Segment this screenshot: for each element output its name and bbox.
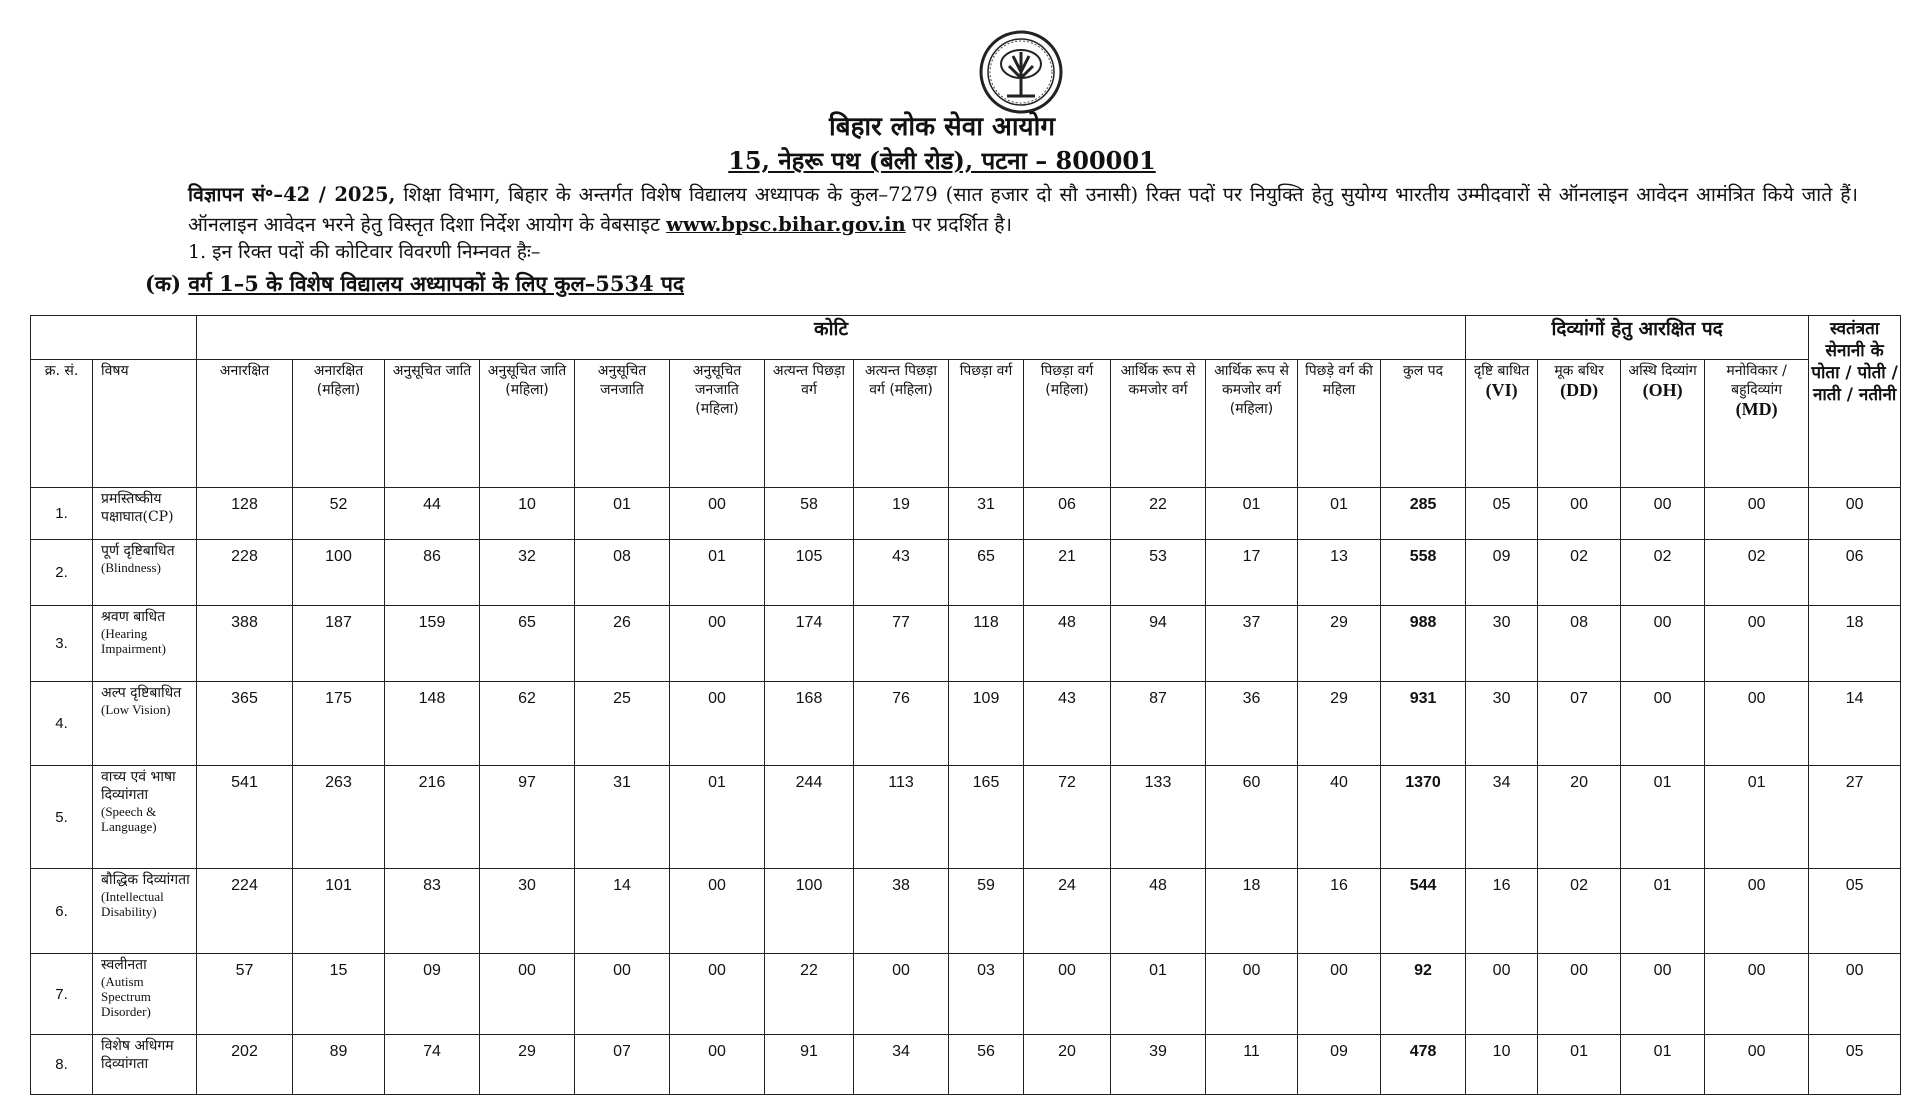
row-divyang-value: 00 — [1538, 488, 1621, 540]
row-subject-en: (Blindness) — [101, 560, 161, 575]
row-subject-en: (Low Vision) — [101, 702, 171, 717]
row-divyang-value: 09 — [1466, 540, 1538, 606]
row-category-value: 29 — [1298, 606, 1381, 682]
section-title: वर्ग 1–5 के विशेष विद्यालय अध्यापकों के लिए कुल–5534 पद — [188, 271, 685, 296]
header-ebc: अत्यन्त पिछड़ा वर्ग — [765, 360, 854, 488]
row-total: 478 — [1381, 1035, 1466, 1095]
row-sno: 6. — [31, 869, 93, 954]
row-category-value: 228 — [197, 540, 293, 606]
row-subject-en: (Intellectual Disability) — [101, 889, 164, 919]
header-bc: पिछड़ा वर्ग — [949, 360, 1024, 488]
row-category-value: 97 — [480, 766, 575, 869]
row-category-value: 48 — [1024, 606, 1111, 682]
row-category-value: 21 — [1024, 540, 1111, 606]
row-category-value: 224 — [197, 869, 293, 954]
row-freedom-fighter-value: 14 — [1809, 682, 1901, 766]
point-1-text: 1. इन रिक्त पदों की कोटिवार विवरणी निम्नवत हैः– — [188, 241, 541, 263]
row-subject-hi: बौद्धिक दिव्यांगता — [101, 872, 190, 888]
org-title: बिहार लोक सेवा आयोग — [828, 112, 1056, 142]
row-divyang-value: 00 — [1705, 869, 1809, 954]
row-divyang-value: 00 — [1705, 954, 1809, 1035]
row-subject — [93, 606, 197, 682]
row-category-value: 118 — [949, 606, 1024, 682]
row-category-value: 365 — [197, 682, 293, 766]
row-divyang-value: 34 — [1466, 766, 1538, 869]
row-category-value: 175 — [293, 682, 385, 766]
row-category-value: 00 — [670, 869, 765, 954]
row-total: 931 — [1381, 682, 1466, 766]
row-subject — [93, 954, 197, 1035]
row-category-value: 34 — [854, 1035, 949, 1095]
row-category-value: 87 — [1111, 682, 1206, 766]
row-total: 92 — [1381, 954, 1466, 1035]
row-category-value: 11 — [1206, 1035, 1298, 1095]
row-subject-hi: प्रमस्तिष्कीय पक्षाघात(CP) — [101, 491, 174, 525]
row-divyang-value: 00 — [1621, 954, 1705, 1035]
row-sno: 7. — [31, 954, 93, 1035]
table-row — [31, 1035, 1901, 1095]
row-subject-hi: श्रवण बाधित — [101, 609, 166, 625]
row-category-value: 56 — [949, 1035, 1024, 1095]
header-sc: अनुसूचित जाति — [385, 360, 480, 488]
row-category-value: 52 — [293, 488, 385, 540]
org-address-text: 15, नेहरू पथ (बेली रोड), पटना – 800001 — [728, 146, 1156, 175]
row-freedom-fighter-value: 05 — [1809, 869, 1901, 954]
row-category-value: 100 — [293, 540, 385, 606]
row-freedom-fighter-value: 06 — [1809, 540, 1901, 606]
row-divyang-value: 01 — [1621, 766, 1705, 869]
org-address — [0, 144, 1902, 177]
row-category-value: 18 — [1206, 869, 1298, 954]
bpsc-seal-icon — [979, 30, 1063, 114]
header-unreserved: अनारक्षित — [197, 360, 293, 488]
row-category-value: 65 — [949, 540, 1024, 606]
row-category-value: 38 — [854, 869, 949, 954]
table-row — [31, 954, 1901, 1035]
row-subject — [93, 540, 197, 606]
row-category-value: 101 — [293, 869, 385, 954]
row-category-value: 89 — [293, 1035, 385, 1095]
row-divyang-value: 00 — [1466, 954, 1538, 1035]
row-subject — [93, 488, 197, 540]
row-category-value: 01 — [1298, 488, 1381, 540]
header-oh — [1621, 360, 1705, 488]
header-total: कुल पद — [1381, 360, 1466, 488]
row-divyang-value: 08 — [1538, 606, 1621, 682]
row-category-value: 113 — [854, 766, 949, 869]
row-divyang-value: 00 — [1621, 606, 1705, 682]
row-category-value: 25 — [575, 682, 670, 766]
row-category-value: 17 — [1206, 540, 1298, 606]
row-divyang-value: 00 — [1538, 954, 1621, 1035]
row-divyang-value: 01 — [1621, 1035, 1705, 1095]
row-divyang-value: 01 — [1705, 766, 1809, 869]
row-subject-en: (Hearing Impairment) — [101, 626, 166, 656]
section-heading — [145, 270, 684, 298]
header-vi-label: दृष्टि बाधित — [1473, 363, 1530, 379]
row-category-value: 32 — [480, 540, 575, 606]
row-category-value: 22 — [1111, 488, 1206, 540]
row-category-value: 91 — [765, 1035, 854, 1095]
row-subject-hi: वाच्य एवं भाषा दिव्यांगता — [101, 769, 176, 803]
row-category-value: 40 — [1298, 766, 1381, 869]
row-category-value: 01 — [670, 540, 765, 606]
header-dd-label: मूक बधिर — [1554, 363, 1604, 379]
row-divyang-value: 07 — [1538, 682, 1621, 766]
row-category-value: 100 — [765, 869, 854, 954]
row-freedom-fighter-value: 00 — [1809, 488, 1901, 540]
row-total: 988 — [1381, 606, 1466, 682]
header-sno: क्र. सं. — [31, 360, 93, 488]
header-ews: आर्थिक रूप से कमजोर वर्ग — [1111, 360, 1206, 488]
row-category-value: 128 — [197, 488, 293, 540]
row-category-value: 00 — [575, 954, 670, 1035]
website-link[interactable]: www.bpsc.bihar.gov.in — [666, 213, 906, 236]
row-freedom-fighter-value: 27 — [1809, 766, 1901, 869]
header-ews-women: आर्थिक रूप से कमजोर वर्ग (महिला) — [1206, 360, 1298, 488]
header-vi-code: (VI) — [1485, 380, 1518, 400]
advertisement-text — [188, 180, 1858, 240]
row-subject-en: (Autism Spectrum Disorder) — [101, 974, 151, 1019]
row-sno: 8. — [31, 1035, 93, 1095]
row-category-value: 00 — [670, 954, 765, 1035]
table-row — [31, 682, 1901, 766]
row-category-value: 159 — [385, 606, 480, 682]
row-category-value: 86 — [385, 540, 480, 606]
table-row — [31, 766, 1901, 869]
freedom-fighter-header: स्वतंत्रता सेनानी के पोता / पोती / नाती / नतीनी — [1809, 316, 1901, 488]
row-category-value: 65 — [480, 606, 575, 682]
row-category-value: 00 — [670, 488, 765, 540]
row-category-value: 09 — [385, 954, 480, 1035]
header-st-women: अनुसूचित जनजाति (महिला) — [670, 360, 765, 488]
row-divyang-value: 00 — [1705, 606, 1809, 682]
advertisement-body: शिक्षा विभाग, बिहार के अन्तर्गत विशेष विद्यालय अध्यापक के कुल–7279 (सात हजार दो सौ उनासी) रिक्त पदों पर नियुक्ति हेतु सुयोग्य भारतीय उम्मीदवारों से ऑनलाइन आवेदन आमंत्रित किये जाते हैं। ऑनलाइन आवेदन भरने हेतु विस्तृत दिशा निर्देश आयोग के वेबसाइट — [188, 183, 1858, 236]
row-category-value: 13 — [1298, 540, 1381, 606]
row-category-value: 03 — [949, 954, 1024, 1035]
row-category-value: 105 — [765, 540, 854, 606]
row-category-value: 00 — [1298, 954, 1381, 1035]
row-category-value: 216 — [385, 766, 480, 869]
row-category-value: 22 — [765, 954, 854, 1035]
row-freedom-fighter-value: 00 — [1809, 954, 1901, 1035]
row-category-value: 53 — [1111, 540, 1206, 606]
row-category-value: 07 — [575, 1035, 670, 1095]
row-divyang-value: 30 — [1466, 606, 1538, 682]
row-category-value: 72 — [1024, 766, 1111, 869]
row-category-value: 148 — [385, 682, 480, 766]
row-category-value: 29 — [1298, 682, 1381, 766]
row-category-value: 39 — [1111, 1035, 1206, 1095]
row-category-value: 26 — [575, 606, 670, 682]
row-category-value: 09 — [1298, 1035, 1381, 1095]
header-md — [1705, 360, 1809, 488]
row-sno: 1. — [31, 488, 93, 540]
header-oh-code: (OH) — [1642, 380, 1683, 400]
row-category-value: 263 — [293, 766, 385, 869]
row-category-value: 83 — [385, 869, 480, 954]
row-freedom-fighter-value: 18 — [1809, 606, 1901, 682]
row-category-value: 187 — [293, 606, 385, 682]
row-subject-hi: पूर्ण दृष्टिबाधित — [101, 543, 175, 559]
row-category-value: 36 — [1206, 682, 1298, 766]
row-category-value: 08 — [575, 540, 670, 606]
row-category-value: 62 — [480, 682, 575, 766]
row-category-value: 57 — [197, 954, 293, 1035]
row-category-value: 94 — [1111, 606, 1206, 682]
row-category-value: 00 — [854, 954, 949, 1035]
row-total: 558 — [1381, 540, 1466, 606]
row-divyang-value: 30 — [1466, 682, 1538, 766]
header-oh-label: अस्थि दिव्यांग — [1628, 363, 1697, 379]
row-total: 285 — [1381, 488, 1466, 540]
header-md-label: मनोविकार / बहुदिव्यांग — [1726, 363, 1787, 398]
row-divyang-value: 00 — [1705, 1035, 1809, 1095]
row-subject-hi: अल्प दृष्टिबाधित — [101, 685, 182, 701]
row-category-value: 133 — [1111, 766, 1206, 869]
row-divyang-value: 16 — [1466, 869, 1538, 954]
row-category-value: 01 — [670, 766, 765, 869]
row-category-value: 24 — [1024, 869, 1111, 954]
table-row — [31, 488, 1901, 540]
row-category-value: 06 — [1024, 488, 1111, 540]
header-dd — [1538, 360, 1621, 488]
header-sc-women: अनुसूचित जाति (महिला) — [480, 360, 575, 488]
row-category-value: 541 — [197, 766, 293, 869]
row-divyang-value: 02 — [1705, 540, 1809, 606]
row-divyang-value: 02 — [1538, 869, 1621, 954]
vacancy-table — [30, 315, 1901, 1095]
row-category-value: 60 — [1206, 766, 1298, 869]
row-divyang-value: 02 — [1621, 540, 1705, 606]
header-md-code: (MD) — [1735, 399, 1778, 419]
row-category-value: 00 — [1024, 954, 1111, 1035]
row-category-value: 37 — [1206, 606, 1298, 682]
row-divyang-value: 00 — [1705, 488, 1809, 540]
row-category-value: 244 — [765, 766, 854, 869]
row-sno: 4. — [31, 682, 93, 766]
section-prefix: (क) — [145, 271, 181, 296]
row-category-value: 00 — [1206, 954, 1298, 1035]
row-divyang-value: 00 — [1621, 682, 1705, 766]
row-divyang-value: 00 — [1621, 488, 1705, 540]
row-total: 544 — [1381, 869, 1466, 954]
row-divyang-value: 10 — [1466, 1035, 1538, 1095]
row-category-value: 44 — [385, 488, 480, 540]
row-divyang-value: 01 — [1621, 869, 1705, 954]
header-st: अनुसूचित जनजाति — [575, 360, 670, 488]
row-category-value: 43 — [854, 540, 949, 606]
row-subject — [93, 869, 197, 954]
row-category-value: 20 — [1024, 1035, 1111, 1095]
row-divyang-value: 00 — [1705, 682, 1809, 766]
row-category-value: 16 — [1298, 869, 1381, 954]
row-category-value: 01 — [1111, 954, 1206, 1035]
row-category-value: 58 — [765, 488, 854, 540]
row-category-value: 174 — [765, 606, 854, 682]
row-category-value: 31 — [575, 766, 670, 869]
row-category-value: 19 — [854, 488, 949, 540]
row-category-value: 01 — [575, 488, 670, 540]
row-category-value: 76 — [854, 682, 949, 766]
row-subject-hi: स्वलीनता — [101, 957, 147, 973]
row-category-value: 202 — [197, 1035, 293, 1095]
group-header-divyang: दिव्यांगों हेतु आरक्षित पद — [1466, 316, 1809, 360]
row-sno: 5. — [31, 766, 93, 869]
row-category-value: 01 — [1206, 488, 1298, 540]
header-unreserved-women: अनारक्षित (महिला) — [293, 360, 385, 488]
row-category-value: 14 — [575, 869, 670, 954]
header-vi — [1466, 360, 1538, 488]
row-category-value: 30 — [480, 869, 575, 954]
row-category-value: 48 — [1111, 869, 1206, 954]
header-dd-code: (DD) — [1560, 380, 1599, 400]
row-category-value: 29 — [480, 1035, 575, 1095]
row-category-value: 00 — [670, 606, 765, 682]
row-subject — [93, 1035, 197, 1095]
row-freedom-fighter-value: 05 — [1809, 1035, 1901, 1095]
header-ebc-women: अत्यन्त पिछड़ा वर्ग (महिला) — [854, 360, 949, 488]
row-category-value: 168 — [765, 682, 854, 766]
row-divyang-value: 01 — [1538, 1035, 1621, 1095]
table-row — [31, 606, 1901, 682]
group-header-koti: कोटि — [197, 316, 1466, 360]
row-category-value: 10 — [480, 488, 575, 540]
row-category-value: 15 — [293, 954, 385, 1035]
advertisement-number: विज्ञापन सं॰–42 / 2025, — [188, 183, 396, 206]
row-category-value: 31 — [949, 488, 1024, 540]
row-category-value: 43 — [1024, 682, 1111, 766]
row-sno: 3. — [31, 606, 93, 682]
row-category-value: 00 — [670, 1035, 765, 1095]
table-row — [31, 540, 1901, 606]
row-category-value: 77 — [854, 606, 949, 682]
row-category-value: 59 — [949, 869, 1024, 954]
header-subject: विषय — [93, 360, 197, 488]
row-category-value: 00 — [670, 682, 765, 766]
row-category-value: 00 — [480, 954, 575, 1035]
header-bc-women: पिछड़ा वर्ग (महिला) — [1024, 360, 1111, 488]
row-divyang-value: 20 — [1538, 766, 1621, 869]
row-divyang-value: 05 — [1466, 488, 1538, 540]
header-blank — [31, 316, 197, 360]
header-bc-women-2: पिछड़े वर्ग की महिला — [1298, 360, 1381, 488]
row-subject — [93, 682, 197, 766]
row-divyang-value: 02 — [1538, 540, 1621, 606]
row-category-value: 388 — [197, 606, 293, 682]
row-subject — [93, 766, 197, 869]
row-category-value: 165 — [949, 766, 1024, 869]
row-subject-hi: विशेष अधिगम दिव्यांगता — [101, 1038, 174, 1072]
table-row — [31, 869, 1901, 954]
row-category-value: 109 — [949, 682, 1024, 766]
advertisement-tail: पर प्रदर्शित है। — [905, 213, 1013, 236]
row-sno: 2. — [31, 540, 93, 606]
row-subject-en: (Speech & Language) — [101, 804, 157, 834]
row-total: 1370 — [1381, 766, 1466, 869]
row-category-value: 74 — [385, 1035, 480, 1095]
